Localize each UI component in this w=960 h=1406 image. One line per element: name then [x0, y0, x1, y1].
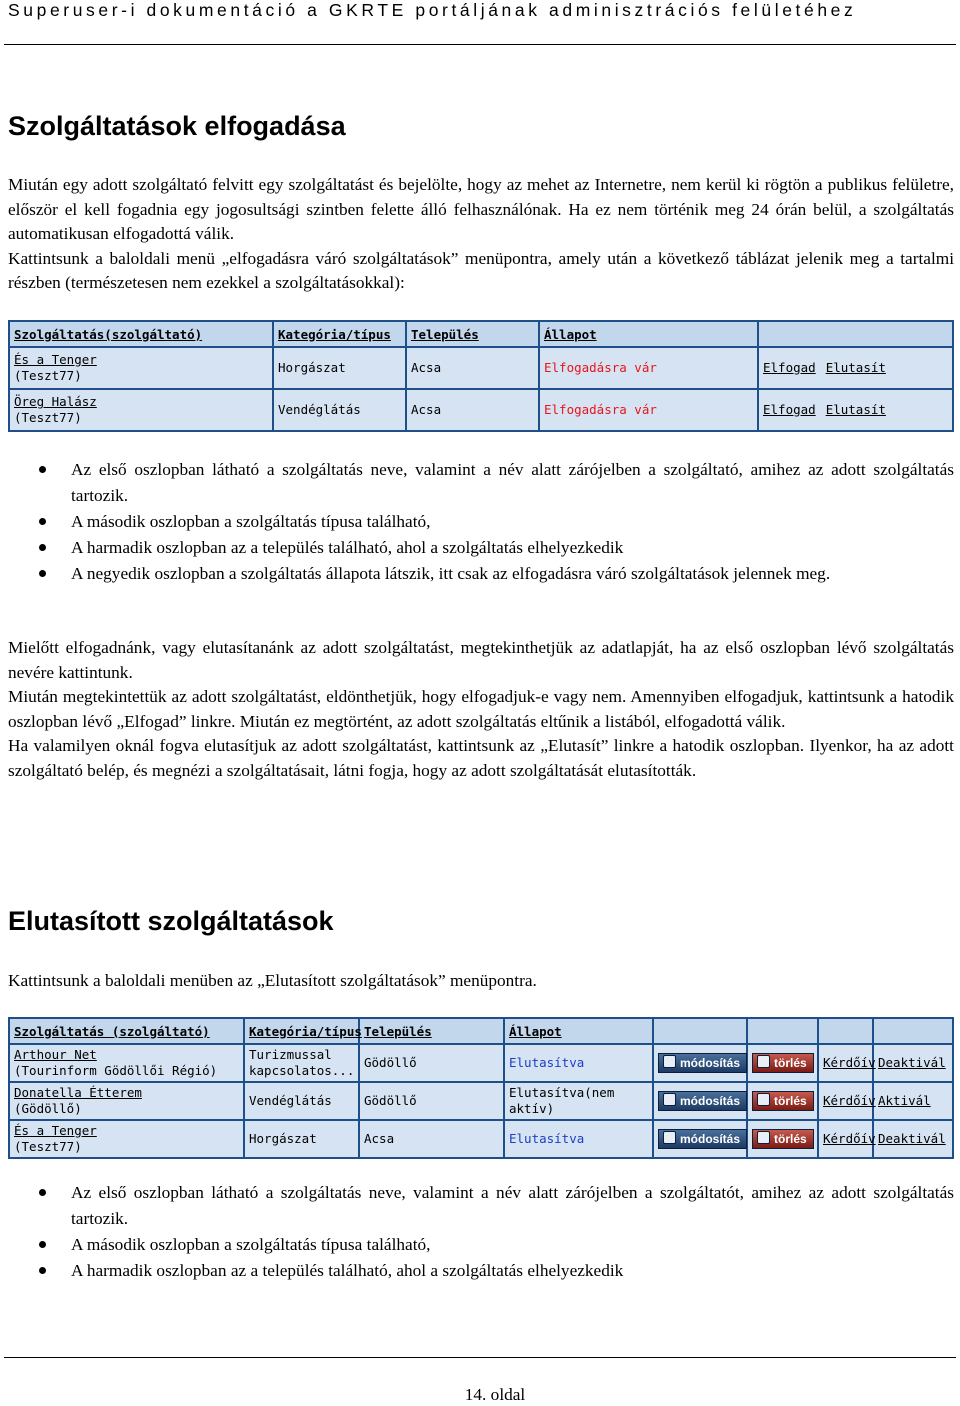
rejected-intro-paragraph: Kattintsunk a baloldali menüben az „Elutasított szolgáltatások” menüpontra. [8, 971, 537, 990]
service-name-link[interactable]: Öreg Halász [14, 394, 97, 409]
edit-button-label: módosítás [680, 1132, 741, 1146]
table-row [10, 348, 952, 388]
list-item: A második oszlopban a szolgáltatás típusa található, [8, 509, 954, 535]
column-header-actions [759, 322, 952, 346]
service-category: Horgászat [249, 1131, 317, 1146]
list-item: A második oszlopban a szolgáltatás típusa található, [8, 1232, 954, 1258]
service-town: Gödöllő [360, 1083, 503, 1119]
paragraph-view-details: Mielőtt elfogadnánk, vagy elutasítanánk az adott szolgáltatást, megtekinthetjük az adatlapját, ha az első oszlopban lévő szolgáltatás nevére kattintunk. [8, 638, 954, 682]
accept-link[interactable]: Elfogad [763, 402, 816, 417]
service-status: Elutasítva [505, 1121, 652, 1157]
service-status: Elutasítva(nem aktív) [505, 1083, 652, 1119]
service-category: Vendéglátás [274, 390, 405, 430]
delete-button[interactable] [752, 1091, 814, 1111]
table-row [10, 390, 952, 430]
delete-icon [757, 1131, 770, 1144]
intro-paragraph [8, 173, 954, 296]
list-item: A negyedik oszlopban a szolgáltatás állapota látszik, itt csak az elfogadásra váró szolgáltatások jelennek meg. [8, 561, 954, 587]
pending-services-table [8, 320, 954, 432]
edit-icon [663, 1055, 676, 1068]
paragraph-reject: Ha valamilyen oknál fogva elutasítjuk az adott szolgáltatást, kattintsunk az „Elutasít” linkre a hatodik oszlopban. Ilyenkor, ha az adott szolgáltató belép, és megnézi a szolgáltatásait, látni fogja, hogy az adott szolgáltatását elutasították. [8, 736, 954, 780]
header-divider [4, 44, 956, 45]
intro-text-2: Kattintsunk a baloldali menü „elfogadásra váró szolgáltatások” menüpontra, amely után a következő táblázat jelenik meg a tartalmi részben (természetesen nem ezekkel a szolgáltatásokkal): [8, 248, 954, 293]
column-header-delete [748, 1019, 817, 1043]
service-provider: (Teszt77) [14, 410, 82, 425]
table-row [10, 1121, 952, 1157]
delete-button-label: törlés [774, 1094, 807, 1108]
questionnaire-link[interactable]: Kérdőív [819, 1045, 872, 1081]
column-header-category[interactable]: Kategória/típus [245, 1019, 358, 1043]
service-status: Elfogadásra vár [540, 390, 757, 430]
column-description-list [8, 457, 954, 587]
reject-link[interactable]: Elutasít [825, 360, 886, 375]
edit-button[interactable] [658, 1053, 747, 1073]
service-category: Turizmussal [249, 1047, 332, 1062]
service-town: Acsa [360, 1121, 503, 1157]
column-header-toggle [874, 1019, 952, 1043]
table-row [10, 1045, 952, 1081]
rejected-column-description-list [8, 1180, 954, 1284]
service-name-link[interactable]: És a Tenger [14, 1123, 97, 1138]
section-heading-accept: Szolgáltatások elfogadása [8, 111, 346, 141]
document-title: Superuser-i dokumentáció a GKRTE portáljának adminisztrációs felületéhez [8, 0, 857, 20]
service-provider: (Gödöllő) [14, 1101, 82, 1116]
table-header-row [10, 322, 952, 346]
service-town: Gödöllő [360, 1045, 503, 1081]
page-header [0, 0, 960, 48]
service-category-cont: kapcsolatos... [249, 1063, 355, 1078]
list-item: Az első oszlopban látható a szolgáltatás neve, valamint a név alatt zárójelben a szolgáltató, amihez az adott szolgáltatás tartozik. [8, 457, 954, 509]
table-row [10, 1083, 952, 1119]
list-item: A harmadik oszlopban az a település található, ahol a szolgáltatás elhelyezkedik [8, 1258, 954, 1284]
toggle-active-link[interactable]: Deaktivál [874, 1045, 952, 1081]
questionnaire-link[interactable]: Kérdőív [819, 1121, 872, 1157]
edit-button-label: módosítás [680, 1094, 741, 1108]
service-provider: (Teszt77) [14, 368, 82, 383]
delete-icon [757, 1055, 770, 1068]
list-item: A harmadik oszlopban az a település található, ahol a szolgáltatás elhelyezkedik [8, 535, 954, 561]
paragraph-accept: Miután megtekintettük az adott szolgáltatást, eldönthetjük, hogy elfogadjuk-e vagy nem. Amennyiben elfogadjuk, kattintsunk a hatodik oszlopban lévő „Elfogad” linkre. Miután ez megtörtént, az adott szolgáltatás eltűnik a listából, elfogadottá válik. [8, 687, 954, 731]
edit-button[interactable] [658, 1091, 747, 1111]
column-header-questionnaire [819, 1019, 872, 1043]
column-header-town[interactable]: Település [407, 322, 538, 346]
service-provider: (Tourinform Gödöllői Régió) [14, 1063, 218, 1078]
edit-button[interactable] [658, 1129, 747, 1149]
accept-link[interactable]: Elfogad [763, 360, 816, 375]
service-category: Vendéglátás [249, 1093, 332, 1108]
toggle-active-link[interactable]: Deaktivál [874, 1121, 952, 1157]
footer-divider [4, 1357, 956, 1358]
service-provider: (Teszt77) [14, 1139, 82, 1154]
service-name-link[interactable]: Arthour Net [14, 1047, 97, 1062]
column-header-edit [654, 1019, 746, 1043]
service-name-link[interactable]: Donatella Étterem [14, 1085, 142, 1100]
list-item: Az első oszlopban látható a szolgáltatás neve, valamint a név alatt zárójelben a szolgáltatót, amihez az adott szolgáltatás tartozik. [8, 1180, 954, 1232]
edit-button-label: módosítás [680, 1056, 741, 1070]
page-number: 14. oldal [464, 1385, 526, 1404]
service-town: Acsa [407, 348, 538, 388]
delete-button-label: törlés [774, 1056, 807, 1070]
column-header-town[interactable]: Település [360, 1019, 503, 1043]
edit-icon [663, 1093, 676, 1106]
delete-button[interactable] [752, 1053, 814, 1073]
column-header-category[interactable]: Kategória/típus [274, 322, 405, 346]
column-header-service[interactable]: Szolgáltatás(szolgáltató) [10, 322, 272, 346]
toggle-active-link[interactable]: Aktivál [874, 1083, 952, 1119]
rejected-services-table [8, 1017, 954, 1159]
service-status: Elfogadásra vár [540, 348, 757, 388]
delete-button-label: törlés [774, 1132, 807, 1146]
service-category: Horgászat [274, 348, 405, 388]
reject-link[interactable]: Elutasít [825, 402, 886, 417]
delete-button[interactable] [752, 1129, 814, 1149]
section-heading-rejected: Elutasított szolgáltatások [8, 906, 334, 936]
service-name-link[interactable]: És a Tenger [14, 352, 97, 367]
intro-text-1: Miután egy adott szolgáltató felvitt egy szolgáltatást és bejelölte, hogy az mehet az Internetre, nem kerül ki rögtön a publikus felületre, először el kell fogadnia egy jogosultsági szintben felette álló felhasználónak. Ha ez nem történik meg 24 órán belül, a szolgáltatás automatikusan elfogadottá válik. [8, 175, 954, 244]
table-header-row [10, 1019, 952, 1043]
column-header-status[interactable]: Állapot [505, 1019, 652, 1043]
column-header-service[interactable]: Szolgáltatás (szolgáltató) [10, 1019, 243, 1043]
service-town: Acsa [407, 390, 538, 430]
service-status: Elutasítva [505, 1045, 652, 1081]
column-header-status[interactable]: Állapot [540, 322, 757, 346]
questionnaire-link[interactable]: Kérdőív [819, 1083, 872, 1119]
edit-icon [663, 1131, 676, 1144]
decision-paragraph [8, 636, 954, 784]
delete-icon [757, 1093, 770, 1106]
